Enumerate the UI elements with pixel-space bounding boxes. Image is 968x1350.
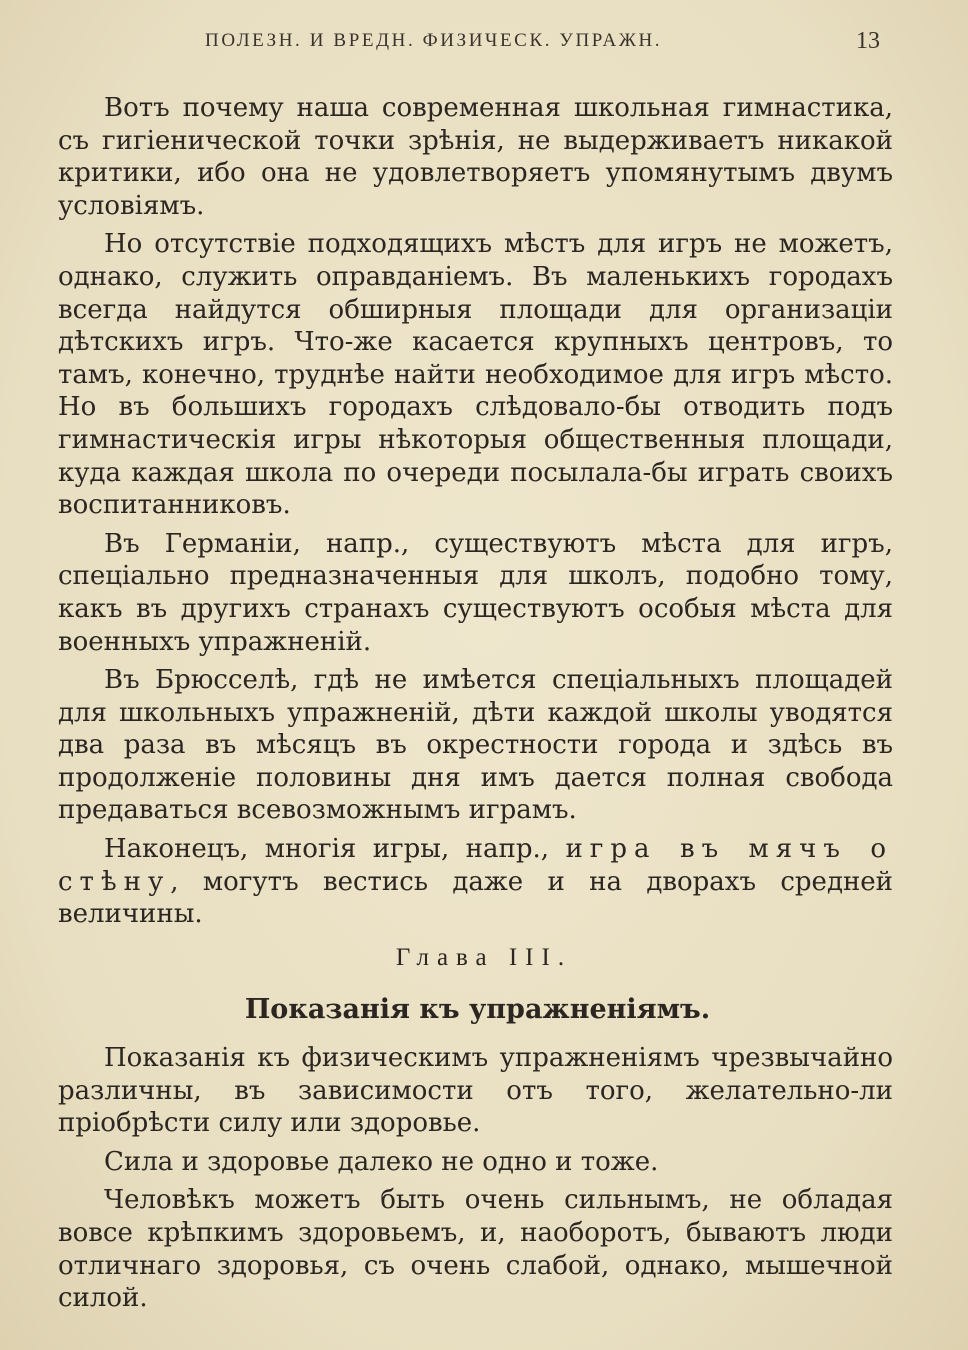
paragraph-5-start: Наконецъ, многія игры, напр., <box>104 834 566 865</box>
paragraph-5-end: , могутъ вестись даже и на дворахъ средней величины. <box>58 866 893 930</box>
chapter-title: Показанія къ упражненіямъ. <box>244 994 711 1025</box>
paragraph-8: Человѣкъ можетъ быть очень сильнымъ, не обладая вовсе крѣпкимъ здоровьемъ, и, наоборотъ, бываютъ люди отличнаго здоровья, съ очень слабой, однако, мышечной силой. <box>58 1185 893 1314</box>
page-number: 13 <box>856 28 880 54</box>
paragraph-1: Вотъ почему наша современная школьная гимнастика, съ гигіенической точки зрѣнія, не выдерживаетъ никакой критики, ибо она не удовлетворяетъ упомянутымъ двумъ условіямъ. <box>58 93 893 221</box>
paragraph-5 <box>58 833 893 931</box>
body-text <box>58 92 893 937</box>
paragraph-2: Но отсутствіе подходящихъ мѣстъ для игръ не можетъ, однако, служить оправданіемъ. Въ маленькихъ городахъ всегда найдутся обширныя площади для организаціи дѣтскихъ игръ. Что-же касается крупныхъ центровъ, то тамъ, конечно, труднѣе найти необходимое для игръ мѣсто. Но въ большихъ городахъ слѣдовало-бы отводить подъ гимнастическія игры нѣкоторыя общественныя площади, куда каждая школа по очереди посылала-бы играть своихъ воспитанниковъ. <box>58 229 893 521</box>
spaced-emphasis: игра въ мячъ о стѣну <box>58 834 893 897</box>
paragraph-6: Показанія къ физическимъ упражненіямъ чрезвычайно различны, въ зависимости отъ того, желательно-ли пріобрѣсти силу или здоровье. <box>58 1043 893 1139</box>
paragraph-3: Въ Германіи, напр., существуютъ мѣста для игръ, спеціально предназначенныя для школъ, подобно тому, какъ въ другихъ странахъ существуютъ особыя мѣста для военныхъ упражненій. <box>58 528 893 657</box>
body-text-chapter <box>58 1042 893 1321</box>
paragraph-4: Въ Брюсселѣ, гдѣ не имѣется спеціальныхъ площадей для школьныхъ упражненій, дѣти каждой школы уводятся два раза въ мѣсяцъ въ окрестности города и здѣсь въ продолженіе половины дня имъ дается полная свобода предаваться всевозможнымъ играмъ. <box>58 665 893 826</box>
paragraph-7: Сила и здоровье далеко не одно и тоже. <box>104 1146 659 1177</box>
running-head: ПОЛЕЗН. И ВРЕДН. ФИЗИЧЕСК. УПРАЖН. <box>205 30 663 51</box>
chapter-number: Глава III. <box>395 944 573 971</box>
